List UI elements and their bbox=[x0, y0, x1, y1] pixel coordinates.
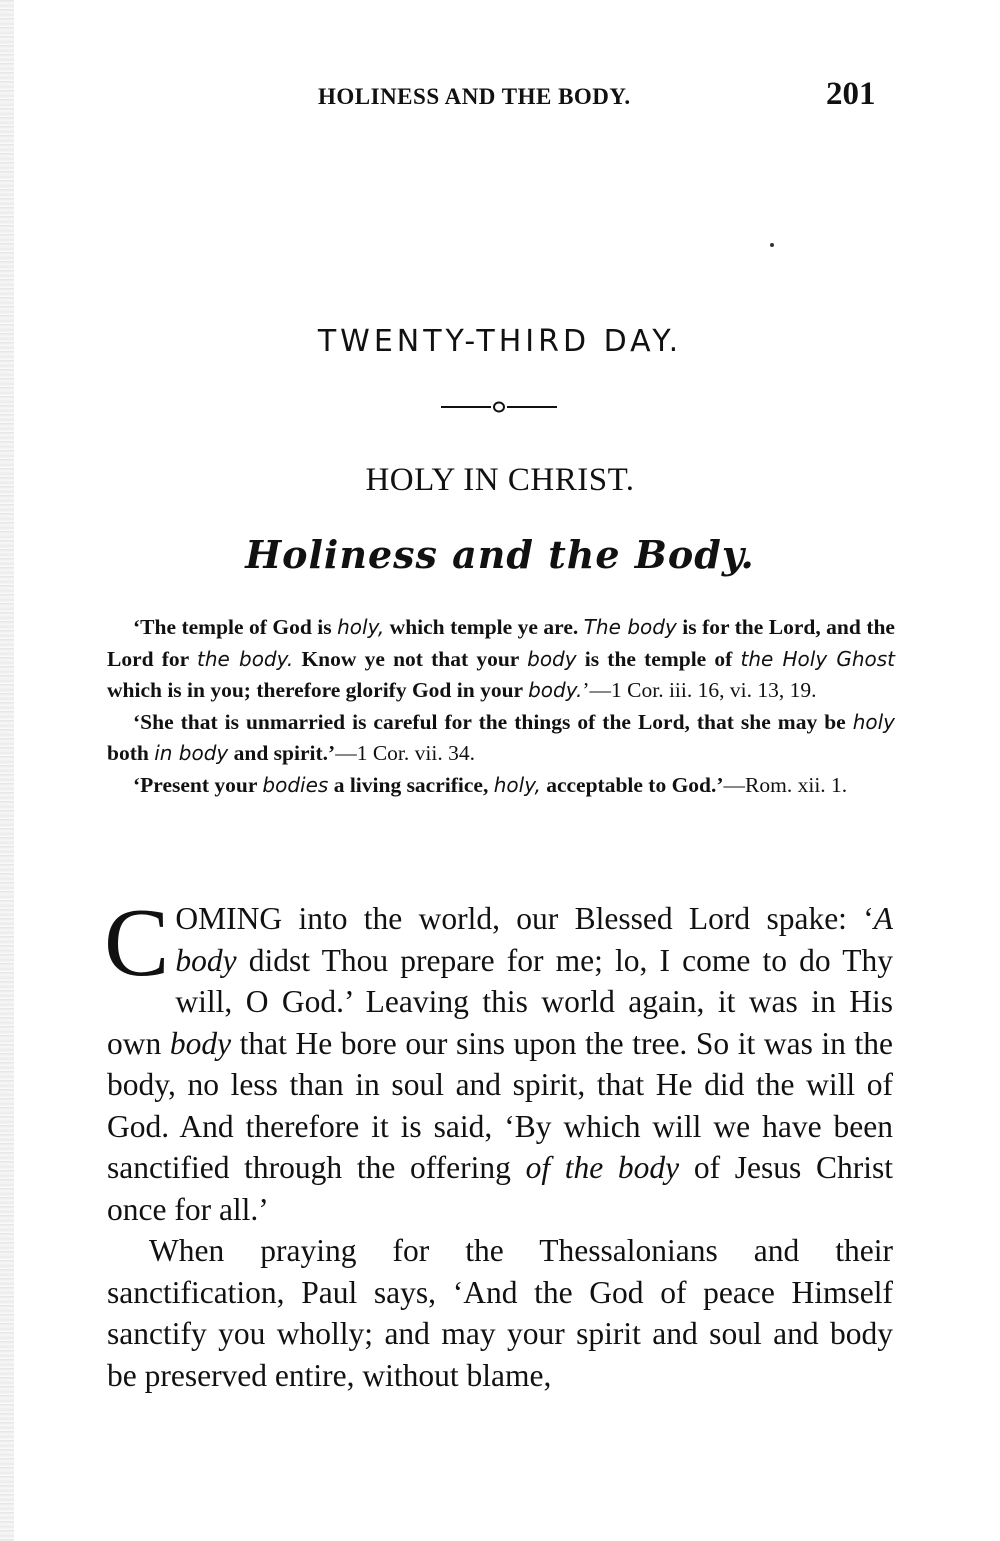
scripture-reference: —1 Cor. vii. 34. bbox=[335, 741, 475, 765]
page-edge-shadow bbox=[0, 0, 14, 1541]
running-head: HOLINESS AND THE BODY. bbox=[318, 84, 631, 109]
text-run: of the body bbox=[525, 1150, 680, 1185]
scripture-reference: —Rom. xii. 1. bbox=[723, 772, 848, 797]
text-run: OMING into the world, our Blessed Lord spake: ‘ bbox=[175, 901, 874, 936]
text-run: body. bbox=[528, 678, 583, 702]
text-run: holy, bbox=[337, 615, 385, 639]
text-run: bodies bbox=[262, 772, 329, 797]
body-paragraph bbox=[104, 889, 893, 1230]
text-run: ‘The temple of God is bbox=[133, 615, 338, 639]
section-title: HOLY IN CHRIST. bbox=[365, 462, 635, 498]
text-run: which is in you; therefore glorify God in your bbox=[107, 678, 529, 702]
text-run: and spirit.’ bbox=[228, 741, 336, 765]
ink-speck bbox=[770, 243, 774, 247]
text-run: didst Thou prepare for me; lo, I come to do Thy will, O God.’ Leaving this world again, it was in His own bbox=[107, 942, 893, 1061]
text-run: in body bbox=[154, 741, 229, 765]
text-run: holy, bbox=[493, 772, 541, 797]
scripture-epigraphs bbox=[107, 612, 895, 801]
text-run: When praying for the Thessalonians and their sanctification, Paul says, ‘And the God of peace Himself sanctify you wholly; and may your spirit and soul and body be preserved entire, without blame, bbox=[107, 1233, 893, 1393]
text-run: that He bore our sins upon the tree. So it was in the body, no less than in soul and spirit, that He did the will of God. And therefore it is said, ‘By which will we have been sanctified through the offering bbox=[107, 1025, 893, 1185]
text-run: which temple ye are. bbox=[384, 615, 584, 639]
epigraph bbox=[107, 770, 895, 802]
body-paragraph bbox=[107, 1230, 893, 1396]
text-run: ‘She that is unmarried is careful for the things of the Lord, that she may be bbox=[133, 709, 853, 734]
text-run: ‘Present your bbox=[133, 772, 263, 797]
text-run: is the temple of bbox=[576, 646, 741, 671]
page-number: 201 bbox=[826, 76, 876, 112]
text-run: the body. bbox=[197, 646, 294, 671]
ornamental-rule bbox=[441, 400, 557, 414]
text-run: body bbox=[169, 1025, 232, 1061]
text-run: The body bbox=[583, 615, 677, 639]
day-title: TWENTY-THIRD DAY. bbox=[317, 324, 683, 359]
text-run: A body bbox=[175, 901, 893, 978]
text-run: body bbox=[527, 646, 577, 671]
epigraph bbox=[107, 612, 895, 707]
text-run: Know ye not that your bbox=[293, 646, 528, 671]
text-run: the Holy Ghost bbox=[740, 646, 895, 671]
text-run: of Jesus Christ once for all.’ bbox=[107, 1150, 893, 1227]
text-run: a living sacrifice, bbox=[328, 772, 494, 797]
scripture-reference: ’—1 Cor. iii. 16, vi. 13, 19. bbox=[582, 678, 817, 702]
drop-cap: C bbox=[104, 889, 170, 997]
text-run: is for the Lord, and the Lord for bbox=[107, 615, 895, 671]
body-text bbox=[104, 889, 893, 1396]
epigraph bbox=[107, 707, 895, 770]
text-run: both bbox=[107, 741, 155, 765]
text-run: holy bbox=[852, 709, 895, 734]
blackletter-subtitle: Holiness and the Body. bbox=[245, 532, 755, 577]
text-run: acceptable to God.’ bbox=[540, 772, 724, 797]
